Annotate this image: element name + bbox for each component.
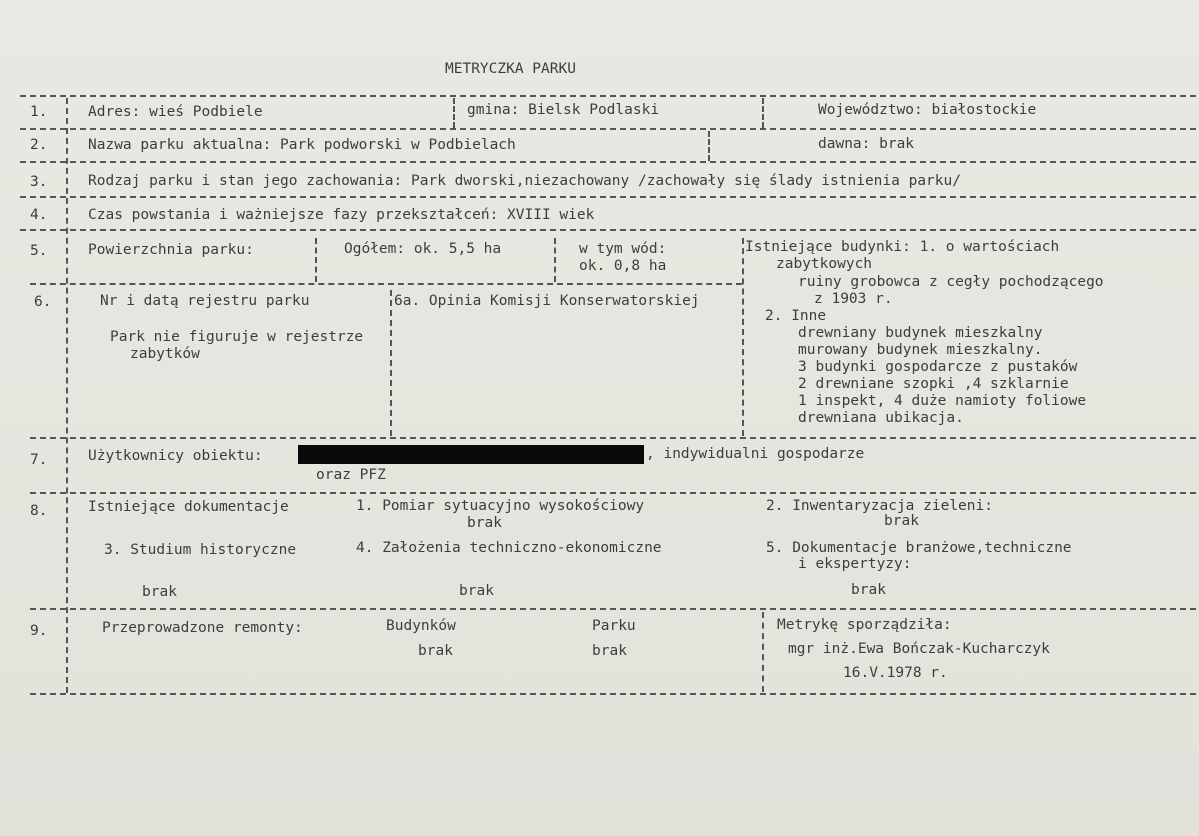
row-number: 3. xyxy=(30,174,48,190)
row-number: 2. xyxy=(30,137,48,153)
doc-item-greenery-value: brak xyxy=(884,513,919,529)
row-number: 8. xyxy=(30,503,48,519)
rule-number-column xyxy=(66,98,68,693)
area-label: Powierzchnia parku: xyxy=(88,242,254,258)
water-area-label: w tym wód: xyxy=(579,241,667,257)
repairs-label: Przeprowadzone remonty: xyxy=(102,620,303,636)
doc-item-history: 3. Studium historyczne xyxy=(104,542,297,558)
rule-bottom xyxy=(30,693,1196,695)
row-number: 6. xyxy=(34,294,52,310)
buildings-line: zabytkowych xyxy=(776,256,873,272)
rule-6-7 xyxy=(30,437,1196,439)
doc-item-history-value: brak xyxy=(142,584,177,600)
buildings-line: 3 budynki gospodarcze z pustaków xyxy=(798,359,1078,375)
doc-item-expertise: 5. Dokumentacje branżowe,techniczne xyxy=(766,540,1072,556)
rule-row1-b xyxy=(762,98,764,128)
conservation-opinion-label: 6a. Opinia Komisji Konserwatorskiej xyxy=(394,293,700,309)
author-name: mgr inż.Ewa Bończak-Kucharczyk xyxy=(788,641,1050,657)
doc-item-survey-value: brak xyxy=(467,515,502,531)
row-number: 5. xyxy=(30,243,48,259)
document-date: 16.V.1978 r. xyxy=(843,665,948,681)
park-name-current: Nazwa parku aktualna: Park podworski w Podbielach xyxy=(88,137,516,153)
repairs-buildings-label: Budynków xyxy=(386,618,456,634)
address-field: Adres: wieś Podbiele xyxy=(88,104,263,120)
doc-item-greenery: 2. Inwentaryzacja zieleni: xyxy=(766,498,993,514)
buildings-line: drewniana ubikacja. xyxy=(798,410,964,426)
doc-item-technical: 4. Założenia techniczno-ekonomiczne xyxy=(356,540,662,556)
row-number: 4. xyxy=(30,207,48,223)
redaction-bar xyxy=(298,445,644,464)
rule-5-6 xyxy=(30,283,742,285)
rule-row5-b xyxy=(554,238,556,282)
buildings-line: 2. Inne xyxy=(765,308,827,324)
users-label: Użytkownicy obiektu: xyxy=(88,448,263,464)
author-label: Metrykę sporządziła: xyxy=(777,617,952,633)
rule-3-4 xyxy=(20,196,1196,198)
voivodeship-field: Województwo: białostockie xyxy=(818,102,1037,118)
doc-item-survey: 1. Pomiar sytuacyjno wysokościowy xyxy=(356,498,645,514)
users-line2: oraz PFZ xyxy=(316,467,386,483)
park-name-former: dawna: brak xyxy=(818,136,915,152)
register-note: zabytków xyxy=(130,346,200,362)
buildings-line: 1 inspekt, 4 duże namioty foliowe xyxy=(798,393,1087,409)
rule-1-2 xyxy=(20,128,1196,130)
rule-row6 xyxy=(390,290,392,436)
buildings-line: ruiny grobowca z cegły pochodzącego xyxy=(798,274,1104,290)
rule-row1-a xyxy=(453,98,455,128)
register-note: Park nie figuruje w rejestrze xyxy=(110,329,364,345)
buildings-line: Istniejące budynki: 1. o wartościach xyxy=(745,239,1060,255)
document-title: METRYCZKA PARKU xyxy=(445,61,576,77)
doc-item-expertise-value: brak xyxy=(851,582,886,598)
rule-row9 xyxy=(762,612,764,692)
creation-period: Czas powstania i ważniejsze fazy przekształceń: XVIII wiek xyxy=(88,207,595,223)
doc-item-expertise-line2: i ekspertyzy: xyxy=(798,556,912,572)
rule-top xyxy=(20,95,1196,97)
buildings-line: z 1903 r. xyxy=(814,291,893,307)
rule-8-9 xyxy=(30,608,1196,610)
documentation-label: Istniejące dokumentacje xyxy=(88,499,289,515)
row-number: 1. xyxy=(30,104,48,120)
buildings-line: drewniany budynek mieszkalny xyxy=(798,325,1043,341)
repairs-park-label: Parku xyxy=(592,618,636,634)
repairs-park-value: brak xyxy=(592,643,627,659)
row-number: 7. xyxy=(30,452,48,468)
gmina-field: gmina: Bielsk Podlaski xyxy=(467,102,660,118)
area-total: Ogółem: ok. 5,5 ha xyxy=(344,241,502,257)
repairs-buildings-value: brak xyxy=(418,643,453,659)
buildings-line: 2 drewniane szopki ,4 szklarnie xyxy=(798,376,1069,392)
buildings-line: murowany budynek mieszkalny. xyxy=(798,342,1043,358)
register-label: Nr i datą rejestru parku xyxy=(100,293,310,309)
rule-row2 xyxy=(708,131,710,161)
row-number: 9. xyxy=(30,623,48,639)
rule-7-8 xyxy=(30,492,1196,494)
doc-item-technical-value: brak xyxy=(459,583,494,599)
rule-2-3 xyxy=(20,161,1196,163)
rule-row5-c xyxy=(742,238,744,436)
park-type-condition: Rodzaj parku i stan jego zachowania: Park dworski,niezachowany /zachowały się ślady istnienia parku/ xyxy=(88,173,961,189)
users-rest: , indywidualni gospodarze xyxy=(646,446,865,462)
water-area-value: ok. 0,8 ha xyxy=(579,258,667,274)
rule-row5-a xyxy=(315,238,317,282)
rule-4-5 xyxy=(20,229,1196,231)
